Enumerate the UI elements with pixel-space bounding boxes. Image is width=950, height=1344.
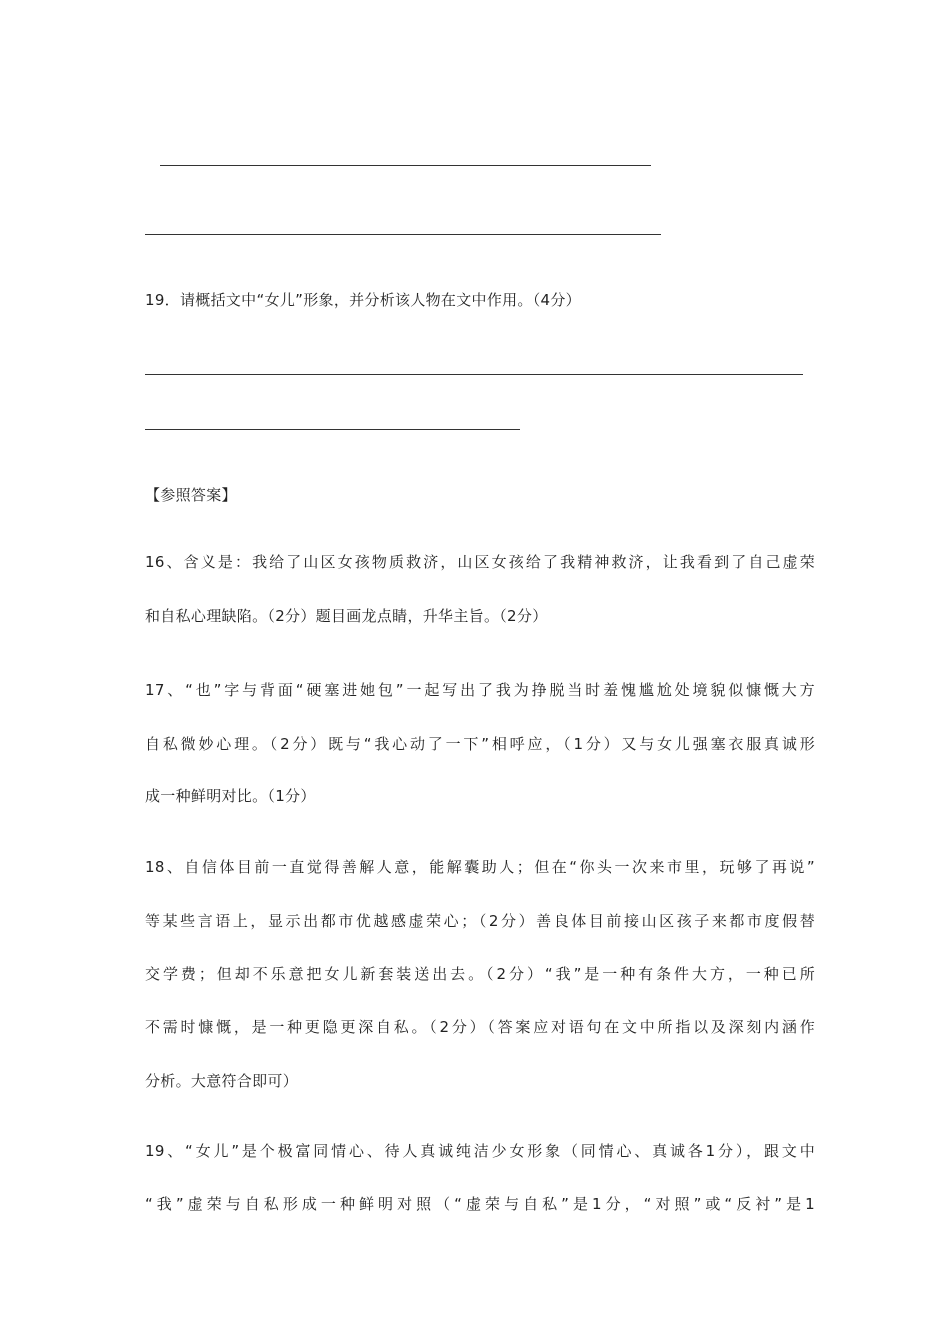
answer-18-line-1: 18、自信体目前一直觉得善解人意，能解囊助人；但在“你头一次来市里，玩够了再说”: [145, 858, 815, 876]
answer-19-line-2: “我”虚荣与自私形成一种鲜明对照（“虚荣与自私”是1分，“对照”或“反衬”是1: [145, 1195, 815, 1213]
answer-blank-line: [145, 234, 661, 235]
answer-19-line-1: 19、“女儿”是个极富同情心、待人真诚纯洁少女形象（同情心、真诚各1分），跟文中: [145, 1142, 815, 1160]
answer-17-line-2: 自私微妙心理。（2分）既与“我心动了一下”相呼应，（1分）又与女儿强塞衣服真诚形: [145, 735, 815, 753]
answers-header: 【参照答案】: [145, 486, 237, 504]
answer-18-line-4: 不需时慷慨，是一种更隐更深自私。（2分）（答案应对语句在文中所指以及深刻内涵作: [145, 1018, 815, 1036]
answer-17-line-3: 成一种鲜明对比。（1分）: [145, 787, 316, 805]
question-19-prompt: 19．请概括文中“女儿”形象，并分析该人物在文中作用。（4分）: [145, 291, 581, 309]
answer-blank-line: [160, 165, 651, 166]
answer-16-line-1: 16、含义是：我给了山区女孩物质救济，山区女孩给了我精神救济，让我看到了自己虚荣: [145, 553, 815, 571]
answer-blank-line: [145, 429, 520, 430]
answer-blank-line: [145, 374, 803, 375]
answer-18-line-5: 分析。大意符合即可）: [145, 1072, 299, 1090]
answer-18-line-3: 交学费；但却不乐意把女儿新套装送出去。（2分）“我”是一种有条件大方，一种已所: [145, 965, 815, 983]
answer-18-line-2: 等某些言语上，显示出都市优越感虚荣心；（2分）善良体目前接山区孩子来都市度假替: [145, 912, 815, 930]
answer-17-line-1: 17、“也”字与背面“硬塞进她包”一起写出了我为挣脱当时羞愧尴尬处境貌似慷慨大方: [145, 681, 815, 699]
answer-16-line-2: 和自私心理缺陷。（2分）题目画龙点睛，升华主旨。（2分）: [145, 607, 548, 625]
